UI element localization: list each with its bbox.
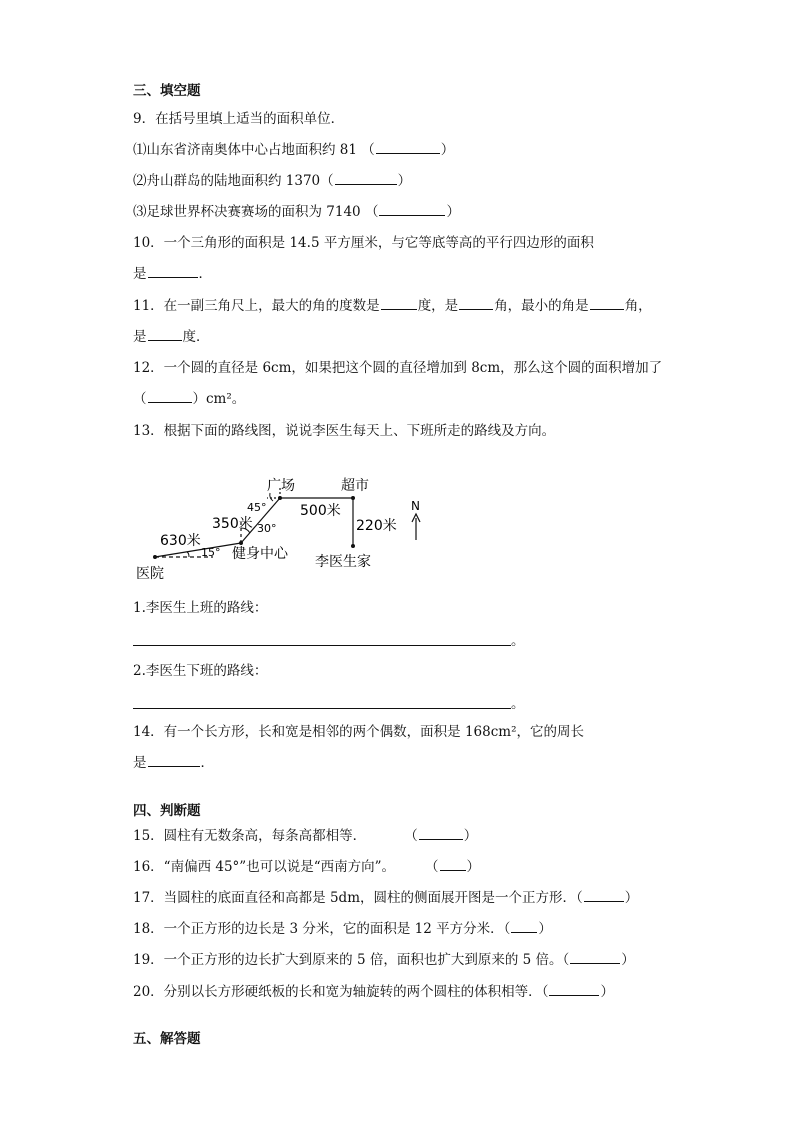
angle-arc-45	[270, 493, 273, 501]
label-north: N	[411, 499, 420, 513]
point-plaza	[278, 496, 282, 500]
label-distance-220: 220米	[356, 518, 397, 534]
section-heading-judge: 四、判断题	[133, 803, 201, 819]
q10-line1: 10．一个三角形的面积是 14.5 平方厘米，与它等底等高的平行四边形的面积	[133, 235, 594, 251]
label-angle-45: 45°	[247, 501, 267, 514]
answer-blank[interactable]	[570, 951, 620, 964]
q9-part1: ⑴山东省济南奥体中心占地面积约 81 （ ）	[133, 142, 455, 158]
label-hospital: 医院	[136, 566, 164, 582]
label-distance-630: 630米	[160, 533, 201, 549]
point-hospital	[153, 555, 157, 559]
q13-sub2: 2.李医生下班的路线：	[133, 663, 268, 679]
q18-line: 18．一个正方形的边长是 3 分米，它的面积是 12 平方分米．（ ）	[133, 921, 552, 937]
answer-blank[interactable]	[148, 754, 200, 767]
q9-stem: 9．在括号里填上适当的面积单位．	[133, 111, 345, 127]
section-heading-fill: 三、填空题	[133, 83, 201, 99]
q17-line: 17．当圆柱的底面直径和高都是 5dm，圆柱的侧面展开图是一个正方形．（ ）	[133, 890, 639, 906]
answer-blank[interactable]	[376, 141, 440, 154]
q9-part3: ⑶足球世界杯决赛赛场的面积为 7140 （ ）	[133, 204, 460, 220]
point-home	[351, 544, 355, 548]
q14-line2: 是 ．	[133, 755, 214, 771]
answer-blank[interactable]	[379, 203, 445, 216]
answer-blank[interactable]	[440, 858, 466, 871]
q13-stem: 13．根据下面的路线图，说说李医生每天上、下班所走的路线及方向。	[133, 423, 556, 439]
q10-line2: 是 ．	[133, 266, 212, 282]
answer-blank[interactable]	[549, 983, 599, 996]
answer-blank[interactable]	[584, 889, 624, 902]
q12-line2: （ ）cm²。	[133, 391, 246, 407]
answer-blank[interactable]	[381, 297, 417, 310]
q12-line1: 12．一个圆的直径是 6cm，如果把这个圆的直径增加到 8cm，那么这个圆的面积增加了	[133, 360, 663, 376]
route-map	[133, 470, 433, 585]
q19-line: 19．一个正方形的边长扩大到原来的 5 倍，面积也扩大到原来的 5 倍。（ ）	[133, 952, 635, 968]
point-gym	[239, 541, 243, 545]
answer-blank[interactable]	[148, 390, 192, 403]
end-mark: 。	[511, 633, 525, 649]
answer-blank[interactable]	[459, 297, 493, 310]
answer-blank[interactable]	[335, 172, 397, 185]
answer-line[interactable]	[133, 708, 511, 709]
answer-line[interactable]	[133, 645, 511, 646]
angle-arc-15	[187, 552, 189, 557]
q11-line2: 是 度．	[133, 329, 210, 345]
answer-blank[interactable]	[419, 827, 463, 840]
answer-blank[interactable]	[511, 920, 537, 933]
label-angle-30: 30°	[257, 522, 277, 535]
q13-sub1: 1.李医生上班的路线：	[133, 600, 268, 616]
label-gym: 健身中心	[232, 546, 288, 562]
q14-line1: 14．有一个长方形，长和宽是相邻的两个偶数，面积是 168cm²，它的周长	[133, 724, 585, 740]
label-plaza: 广场	[267, 478, 295, 494]
q16-line: 16．“南偏西 45°”也可以说是“西南方向”。 （ ）	[133, 859, 481, 875]
answer-blank[interactable]	[590, 297, 624, 310]
point-market	[351, 496, 355, 500]
end-mark: 。	[511, 696, 525, 712]
label-market: 超市	[341, 478, 369, 494]
label-angle-15: 15°	[201, 546, 221, 559]
q15-line: 15．圆柱有无数条高，每条高都相等． （ ）	[133, 828, 478, 844]
q9-part2: ⑵舟山群岛的陆地面积约 1370（ ）	[133, 173, 412, 189]
q20-line: 20．分别以长方形硬纸板的长和宽为轴旋转的两个圆柱的体积相等．（ ）	[133, 984, 614, 1000]
label-distance-500: 500米	[300, 503, 341, 519]
answer-blank[interactable]	[148, 265, 198, 278]
label-distance-350: 350米	[212, 516, 253, 532]
label-home: 李医生家	[315, 554, 371, 570]
q11-line1: 11．在一副三角尺上，最大的角的度数是 度，是 角，最小的角是 角，	[133, 298, 652, 314]
section-heading-answer: 五、解答题	[133, 1031, 201, 1047]
answer-blank[interactable]	[148, 328, 182, 341]
